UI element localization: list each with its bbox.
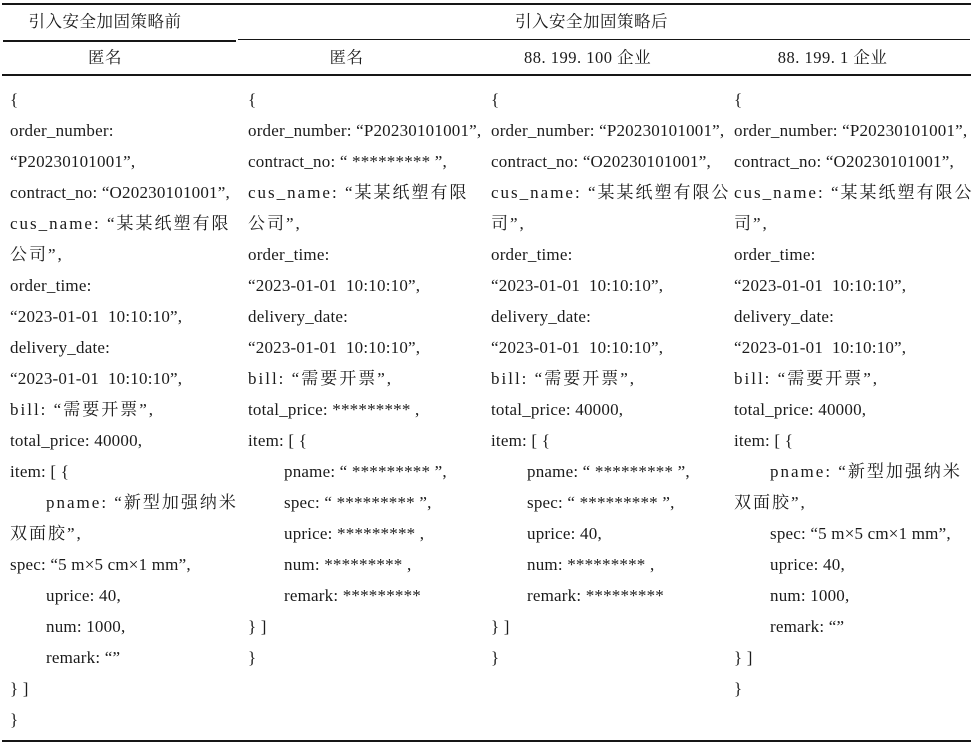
code-line: “2023-01-01 10:10:10”, — [248, 338, 421, 357]
code-line: “2023-01-01 10:10:10”, — [734, 276, 907, 295]
code-line: { — [10, 90, 19, 109]
table-bottom-rule — [2, 740, 971, 742]
code-line: “2023-01-01 10:10:10”, — [10, 307, 183, 326]
code-line: delivery_date: — [248, 307, 349, 326]
code-line: “2023-01-01 10:10:10”, — [734, 338, 907, 357]
code-line: cus_name: “某某纸塑有限公 — [734, 183, 973, 202]
code-line: “P20230101001”, — [10, 152, 136, 171]
code-line: order_number: — [10, 121, 114, 140]
code-line: item: [ { — [248, 431, 308, 450]
code-line: { — [248, 90, 257, 109]
group-header-after-hardening: 引入安全加固策略后 — [515, 12, 668, 31]
code-line: { — [491, 90, 500, 109]
code-line: cus_name: “某某纸塑有限 — [10, 214, 231, 233]
code-line: order_number: “P20230101001”, — [248, 121, 482, 140]
code-line: 司”, — [491, 214, 526, 233]
code-line: contract_no: “O20230101001”, — [10, 183, 230, 202]
code-line: item: [ { — [491, 431, 551, 450]
code-line: remark: “” — [46, 648, 121, 667]
code-line: } ] — [491, 617, 510, 636]
code-line: remark: ********* — [284, 586, 422, 605]
code-line: item: [ { — [10, 462, 70, 481]
code-line: } ] — [734, 648, 753, 667]
column-header-anonymous-before: 匿名 — [88, 48, 122, 67]
code-line: remark: “” — [770, 617, 845, 636]
code-line: { — [734, 90, 743, 109]
code-line: } ] — [248, 617, 267, 636]
code-line: total_price: ********* , — [248, 400, 420, 419]
code-line: order_time: — [734, 245, 816, 264]
code-line: 双面胶”, — [734, 493, 807, 512]
code-line: bill: “需要开票”, — [734, 369, 879, 388]
code-line: num: ********* , — [527, 555, 655, 574]
header-body-divider-rule — [2, 74, 971, 76]
code-line: delivery_date: — [734, 307, 835, 326]
code-line: remark: ********* — [527, 586, 665, 605]
code-line: num: 1000, — [770, 586, 850, 605]
code-line: order_time: — [491, 245, 573, 264]
code-line: pname: “ ********* ”, — [527, 462, 690, 481]
code-line: } — [491, 648, 500, 667]
column-header-row — [0, 44, 973, 72]
code-line: uprice: ********* , — [284, 524, 425, 543]
code-line: num: 1000, — [46, 617, 126, 636]
code-line: cus_name: “某某纸塑有限公 — [491, 183, 731, 202]
code-line: spec: “5 m×5 cm×1 mm”, — [10, 555, 191, 574]
json-column-after-anonymous — [248, 84, 486, 673]
code-line: total_price: 40000, — [491, 400, 624, 419]
code-line: order_time: — [248, 245, 330, 264]
code-line: spec: “ ********* ”, — [527, 493, 675, 512]
code-line: uprice: 40, — [770, 555, 845, 574]
column-header-enterprise-88-199-1: 88. 199. 1 企业 — [777, 48, 888, 67]
code-line: “2023-01-01 10:10:10”, — [10, 369, 183, 388]
code-line: num: ********* , — [284, 555, 412, 574]
json-column-after-enterprise-88-199-100 — [491, 84, 729, 673]
code-line: order_number: “P20230101001”, — [491, 121, 725, 140]
code-line: total_price: 40000, — [734, 400, 867, 419]
code-line: “2023-01-01 10:10:10”, — [248, 276, 421, 295]
code-line: pname: “新型加强纳米 — [770, 462, 962, 481]
table-top-rule — [2, 3, 971, 5]
code-line: uprice: 40, — [527, 524, 602, 543]
code-line: order_time: — [10, 276, 92, 295]
code-line: 双面胶”, — [10, 524, 83, 543]
code-line: contract_no: “ ********* ”, — [248, 152, 447, 171]
json-column-before-anonymous — [10, 84, 238, 735]
group-header-row — [0, 8, 973, 36]
code-line: total_price: 40000, — [10, 431, 143, 450]
code-line: spec: “5 m×5 cm×1 mm”, — [770, 524, 951, 543]
column-header-anonymous-after: 匿名 — [329, 48, 364, 67]
code-line: pname: “新型加强纳米 — [46, 493, 238, 512]
column-header-enterprise-88-199-100: 88. 199. 100 企业 — [523, 48, 652, 67]
code-line: } ] — [10, 679, 29, 698]
group-header-before-hardening: 引入安全加固策略前 — [28, 12, 182, 31]
code-line: bill: “需要开票”, — [10, 400, 155, 419]
code-line: } — [734, 679, 743, 698]
json-column-after-enterprise-88-199-1 — [734, 84, 973, 704]
code-line: spec: “ ********* ”, — [284, 493, 432, 512]
code-line: contract_no: “O20230101001”, — [491, 152, 711, 171]
code-line: } — [248, 648, 257, 667]
subheader-rule-after — [238, 39, 970, 41]
code-line: pname: “ ********* ”, — [284, 462, 447, 481]
code-line: “2023-01-01 10:10:10”, — [491, 338, 664, 357]
code-line: bill: “需要开票”, — [248, 369, 393, 388]
code-line: delivery_date: — [10, 338, 111, 357]
code-line: cus_name: “某某纸塑有限 — [248, 183, 469, 202]
code-line: delivery_date: — [491, 307, 592, 326]
code-line: uprice: 40, — [46, 586, 121, 605]
code-line: 公司”, — [10, 245, 64, 264]
code-line: 司”, — [734, 214, 769, 233]
code-line: bill: “需要开票”, — [491, 369, 636, 388]
code-line: 公司”, — [248, 214, 302, 233]
code-line: contract_no: “O20230101001”, — [734, 152, 954, 171]
code-line: “2023-01-01 10:10:10”, — [491, 276, 664, 295]
code-line: item: [ { — [734, 431, 794, 450]
code-line: order_number: “P20230101001”, — [734, 121, 968, 140]
subheader-rule-before — [3, 40, 236, 42]
code-line: } — [10, 710, 19, 729]
